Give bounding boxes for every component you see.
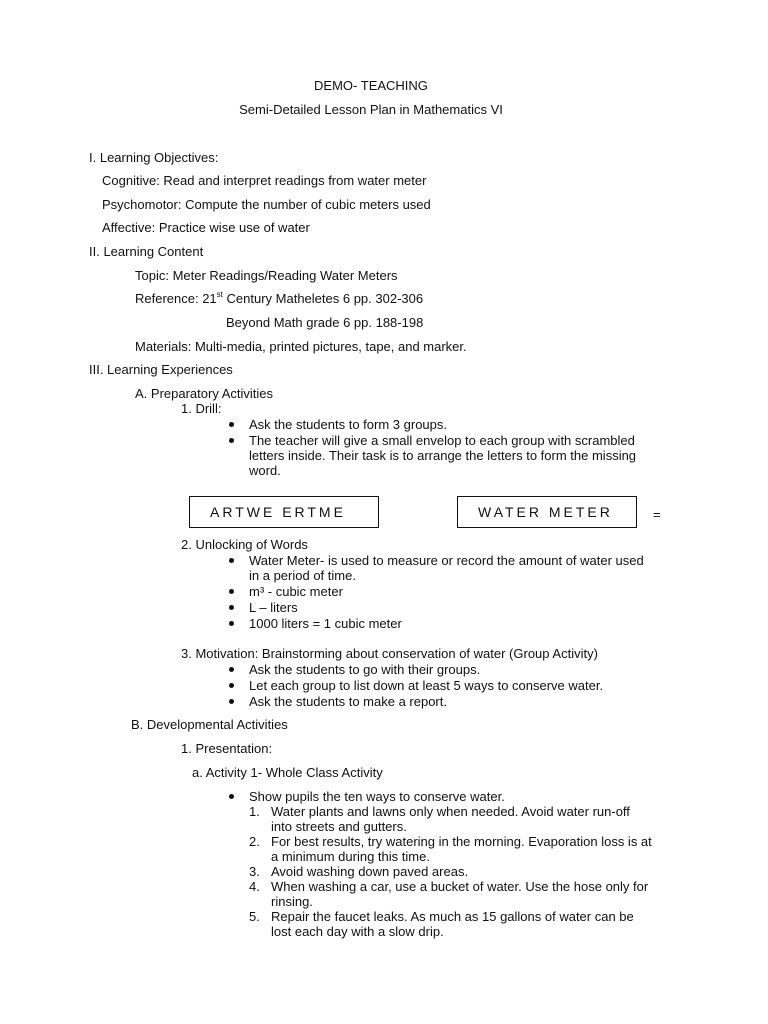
- list-item-cont: lost each day with a slow drip.: [271, 924, 444, 939]
- list-item-cont: rinsing.: [271, 894, 313, 909]
- scrambled-word-box: ARTWE ERTME: [189, 496, 379, 528]
- list-item: Repair the faucet leaks. As much as 15 gallons of water can be: [271, 909, 634, 924]
- drill-bullet-1: Ask the students to form 3 groups.: [249, 417, 447, 432]
- bullet-icon: [229, 683, 234, 688]
- drill-label: 1. Drill:: [181, 401, 222, 416]
- bullet-icon: [229, 605, 234, 610]
- motivation-label: 3. Motivation: Brainstorming about conservation of water (Group Activity): [181, 646, 598, 661]
- bullet-icon: [229, 667, 234, 672]
- bullet-icon: [229, 589, 234, 594]
- motivation-bullet-1: Ask the students to go with their groups.: [249, 662, 481, 677]
- preparatory-heading: A. Preparatory Activities: [135, 386, 273, 401]
- list-item-cont: into streets and gutters.: [271, 819, 407, 834]
- objectives-heading: I. Learning Objectives:: [89, 150, 219, 165]
- unlocking-bullet-3: L – liters: [249, 600, 298, 615]
- content-reference-2: Beyond Math grade 6 pp. 188-198: [226, 315, 424, 330]
- bullet-icon: [229, 422, 234, 427]
- bullet-icon: [229, 558, 234, 563]
- unlocking-bullet-1: Water Meter- is used to measure or record the amount of water used: [249, 553, 644, 568]
- presentation-label: 1. Presentation:: [181, 741, 273, 756]
- list-item: For best results, try watering in the morning. Evaporation loss is at: [271, 834, 652, 849]
- list-number: 5.: [249, 909, 260, 924]
- document-title: DEMO- TEACHING: [314, 78, 428, 93]
- activity-1-label: a. Activity 1- Whole Class Activity: [192, 765, 383, 780]
- unlocking-bullet-4: 1000 liters = 1 cubic meter: [249, 616, 402, 631]
- experiences-heading: III. Learning Experiences: [89, 362, 233, 377]
- content-topic: Topic: Meter Readings/Reading Water Meters: [135, 268, 398, 283]
- objective-psychomotor: Psychomotor: Compute the number of cubic meters used: [102, 197, 431, 212]
- list-number: 3.: [249, 864, 260, 879]
- list-item-cont: a minimum during this time.: [271, 849, 430, 864]
- bullet-icon: [229, 438, 234, 443]
- answer-word-box: WATER METER: [457, 496, 637, 528]
- list-item: Water plants and lawns only when needed. Avoid water run-off: [271, 804, 630, 819]
- developmental-heading: B. Developmental Activities: [131, 717, 288, 732]
- drill-bullet-2-cont: word.: [249, 463, 281, 478]
- objective-affective: Affective: Practice wise use of water: [102, 220, 310, 235]
- unlocking-label: 2. Unlocking of Words: [181, 537, 308, 552]
- content-materials: Materials: Multi-media, printed pictures, tape, and marker.: [135, 339, 467, 354]
- bullet-icon: [229, 621, 234, 626]
- motivation-bullet-2: Let each group to list down at least 5 ways to conserve water.: [249, 678, 604, 693]
- equals-sign: =: [653, 507, 661, 522]
- drill-bullet-2: The teacher will give a small envelop to each group with scrambled: [249, 433, 635, 448]
- document-subtitle: Semi-Detailed Lesson Plan in Mathematics VI: [239, 102, 503, 117]
- objective-cognitive: Cognitive: Read and interpret readings from water meter: [102, 173, 427, 188]
- list-item: When washing a car, use a bucket of water. Use the hose only for: [271, 879, 649, 894]
- list-item: Avoid washing down paved areas.: [271, 864, 469, 879]
- unlocking-bullet-2: m³ - cubic meter: [249, 584, 343, 599]
- list-number: 4.: [249, 879, 260, 894]
- motivation-bullet-3: Ask the students to make a report.: [249, 694, 447, 709]
- bullet-icon: [229, 794, 234, 799]
- content-reference: Reference: 21st Century Matheletes 6 pp. 302-306: [135, 289, 424, 306]
- bullet-icon: [229, 699, 234, 704]
- show-pupils-bullet: Show pupils the ten ways to conserve water.: [249, 789, 505, 804]
- list-number: 1.: [249, 804, 260, 819]
- unlocking-bullet-1-cont: in a period of time.: [249, 568, 356, 583]
- list-number: 2.: [249, 834, 260, 849]
- content-heading: II. Learning Content: [89, 244, 204, 259]
- drill-bullet-2-cont: letters inside. Their task is to arrange the letters to form the missing: [249, 448, 637, 463]
